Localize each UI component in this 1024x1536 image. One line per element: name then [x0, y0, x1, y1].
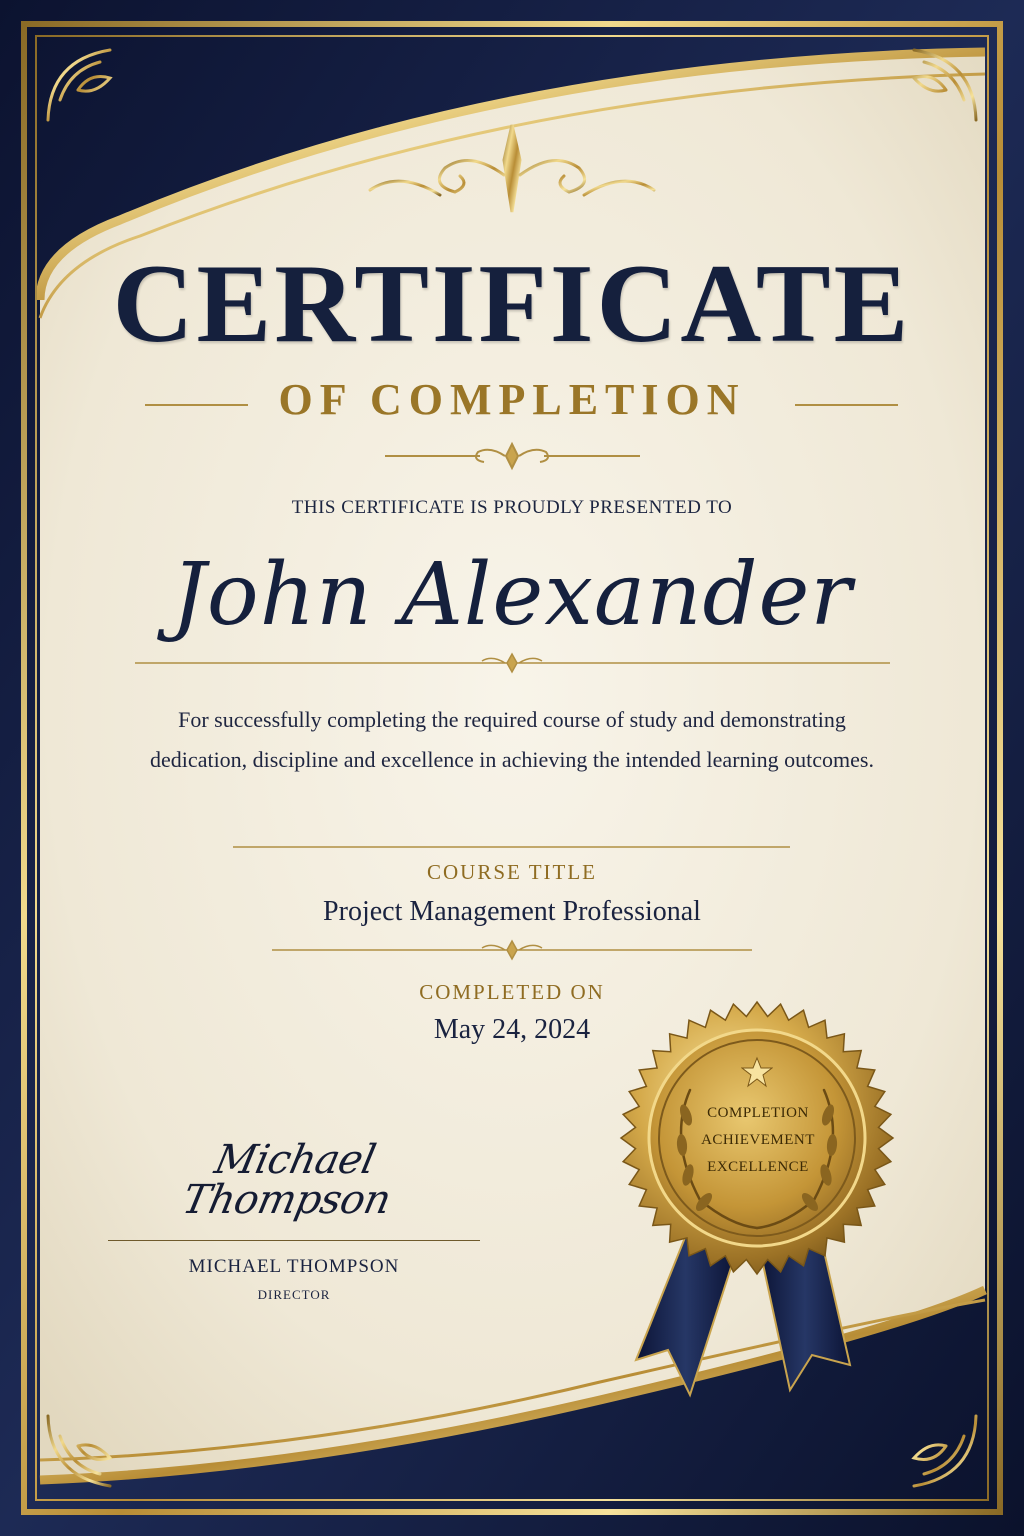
recipient-name: John Alexander: [171, 545, 853, 645]
seal-text: [648, 1100, 868, 1181]
presented-to-text: THIS CERTIFICATE IS PROUDLY PRESENTED TO: [291, 497, 733, 518]
seal-line-achievement: ACHIEVEMENT: [701, 1132, 815, 1148]
signatory-name: MICHAEL THOMPSON: [188, 1256, 400, 1277]
course-title-value: Project Management Professional: [323, 896, 701, 927]
seal-line-excellence: EXCELLENCE: [707, 1159, 809, 1175]
signature-line: [108, 1240, 480, 1241]
completed-on-label: COMPLETED ON: [419, 980, 605, 1004]
signature-block: [108, 1110, 480, 1301]
handwritten-signature: Michael Thompson: [178, 1137, 395, 1223]
signatory-role: DIRECTOR: [257, 1287, 331, 1302]
achievement-description: For successfully completing the required course of study and demonstrating dedication, discipline and excellence in achieving the intended learning outcomes.: [150, 707, 874, 772]
course-title-label: COURSE TITLE: [426, 860, 598, 884]
certificate-subtitle: OF COMPLETION: [278, 375, 746, 424]
star-icon: [741, 1056, 773, 1088]
seal-line-completion: COMPLETION: [707, 1105, 809, 1121]
completed-on-date: May 24, 2024: [433, 1014, 591, 1045]
certificate-title: CERTIFICATE: [112, 242, 912, 366]
